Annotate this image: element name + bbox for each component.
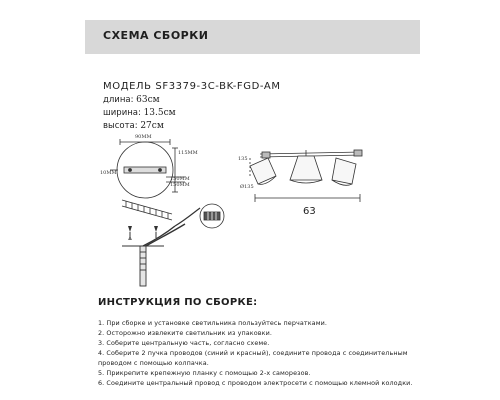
fixture-length-label: 63 (303, 206, 316, 217)
instruction-step: 6. Соедините центральный провод с проводом электросети с помощью клемной колодки. (98, 379, 413, 387)
bracket-strip (122, 200, 172, 220)
instruction-step: 5. Прикрепите крепежную планку с помощью 2-х саморезов. (98, 369, 311, 377)
instruction-step: 1. При сборке и установке светильника пользуйтесь перчатками. (98, 319, 327, 327)
stem-and-wires (122, 208, 200, 286)
spec-height: высота: 27см (103, 121, 164, 131)
dim-150a-label: 150ММ (170, 176, 190, 182)
fixture-diagram (250, 150, 362, 202)
fixture-dim-small: 135 (238, 156, 248, 162)
spec-width: ширина: 13.5см (103, 108, 176, 118)
instruction-step: 2. Осторожно извлеките светильник из упаковки. (98, 329, 272, 337)
screw-icons (128, 226, 158, 240)
instruction-step: проводом с помощью колпачка. (98, 359, 209, 367)
dim-10-label: 10ММ (100, 170, 117, 176)
terminal-block-detail (200, 204, 224, 228)
instructions-title: ИНСТРУКЦИЯ ПО СБОРКЕ: (98, 297, 258, 308)
page-title: СХЕМА СБОРКИ (103, 29, 209, 42)
dim-90-label: 90ММ (135, 134, 152, 140)
instruction-step: 4. Соберите 2 пучка проводов (синий и красный), соедините провода с соединительным (98, 349, 408, 357)
dim-115-label: 115ММ (178, 150, 198, 156)
header-band (85, 20, 420, 54)
spec-block (103, 80, 281, 133)
instruction-step: 3. Соберите центральную часть, согласно схеме. (98, 339, 270, 347)
mounting-plate-diagram (110, 139, 185, 198)
dim-150b-label: 150ММ (170, 182, 190, 188)
spec-length: длина: 63см (103, 95, 160, 105)
instructions-list (98, 318, 413, 388)
fixture-dim-diameter: Ø135 (240, 184, 254, 190)
model-name: МОДЕЛЬ SF3379-3C-BK-FGD-AM (103, 81, 281, 92)
assembly-drawing (100, 128, 400, 288)
